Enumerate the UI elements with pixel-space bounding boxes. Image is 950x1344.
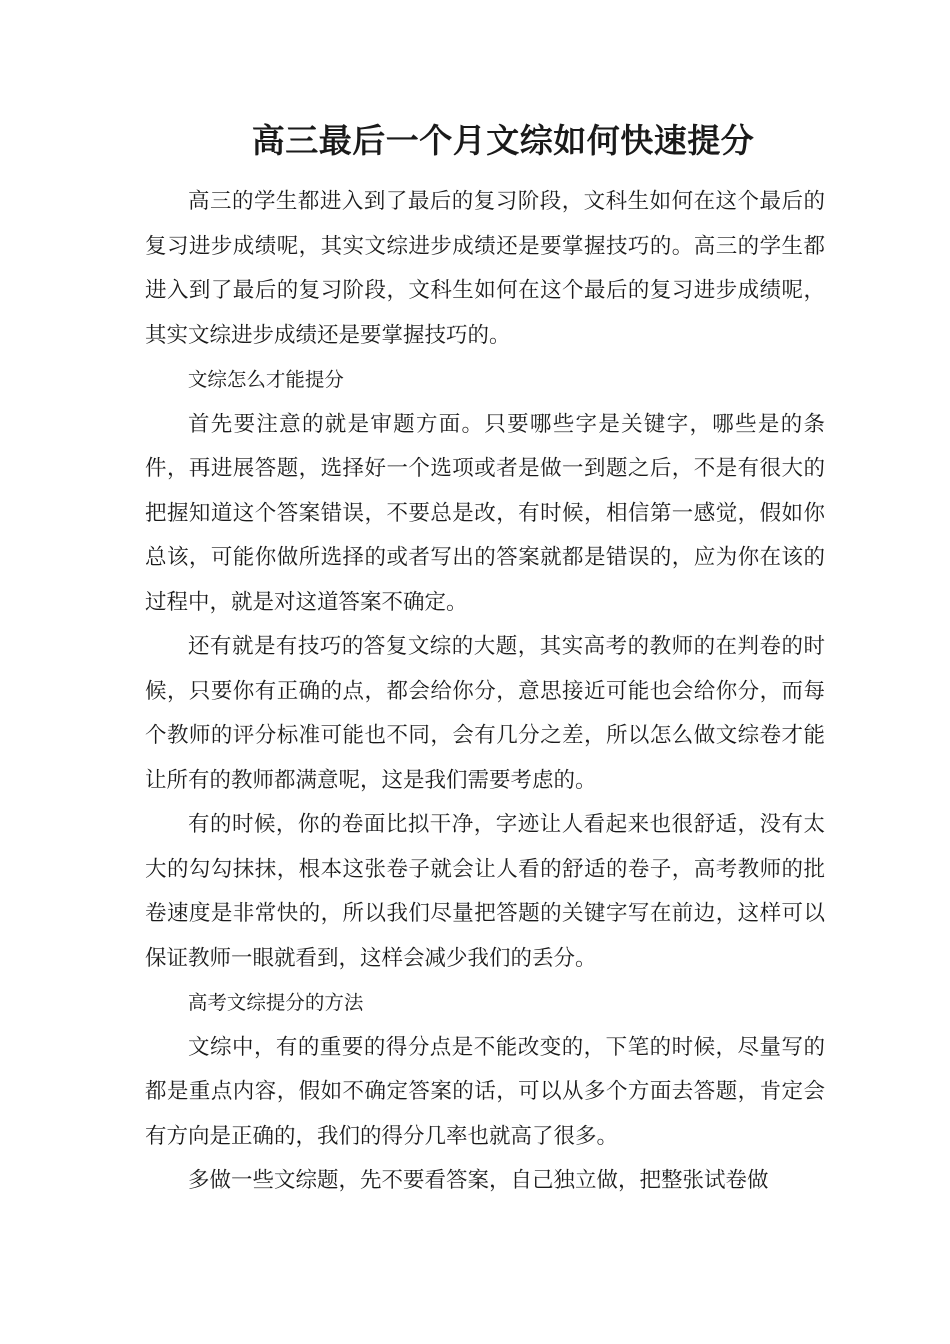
paragraph-intro: 高三的学生都进入到了最后的复习阶段，文科生如何在这个最后的复习进步成绩呢，其实文综进步成绩还是要掌握技巧的。高三的学生都进入到了最后的复习阶段，文科生如何在这个最后的复习进步成绩呢，其实文综进步成绩还是要掌握技巧的。 <box>145 189 825 348</box>
section-heading-methods: 高考文综提分的方法 <box>187 991 364 1014</box>
paragraph-neat-paper: 有的时候，你的卷面比拟干净，字迹让人看起来也很舒适，没有太大的勾勾抹抹，根本这张卷子就会让人看的舒适的卷子，高考教师的批卷速度是非常快的，所以我们尽量把答题的关键字写在前边，这样可以保证教师一眼就看到，这样会减少我们的丢分。 <box>145 812 825 971</box>
document-title: 高三最后一个月文综如何快速提分 <box>251 121 755 160</box>
paragraph-answering-skills: 还有就是有技巧的答复文综的大题，其实高考的教师的在判卷的时候，只要你有正确的点，都会给你分，意思接近可能也会给你分，而每个教师的评分标准可能也不同，会有几分之差，所以怎么做文综卷才能让所有的教师都满意呢，这是我们需要考虑的。 <box>145 634 825 793</box>
document-body <box>145 180 825 1204</box>
paragraph-practice: 多做一些文综题，先不要看答案，自己独立做，把整张试卷做 <box>188 1168 769 1193</box>
paragraph-reading-questions: 首先要注意的就是审题方面。只要哪些字是关键字，哪些是的条件，再进展答题，选择好一个选项或者是做一到题之后，不是有很大的把握知道这个答案错误，不要总是改，有时候，相信第一感觉，假如你总该，可能你做所选择的或者写出的答案就都是错误的，应为你在该的过程中，就是对这道答案不确定。 <box>145 411 825 615</box>
paragraph-key-points: 文综中，有的重要的得分点是不能改变的，下笔的时候，尽量写的都是重点内容，假如不确定答案的话，可以从多个方面去答题，肯定会有方向是正确的，我们的得分几率也就高了很多。 <box>145 1034 825 1149</box>
section-heading-how-to-improve: 文综怎么才能提分 <box>187 368 344 391</box>
